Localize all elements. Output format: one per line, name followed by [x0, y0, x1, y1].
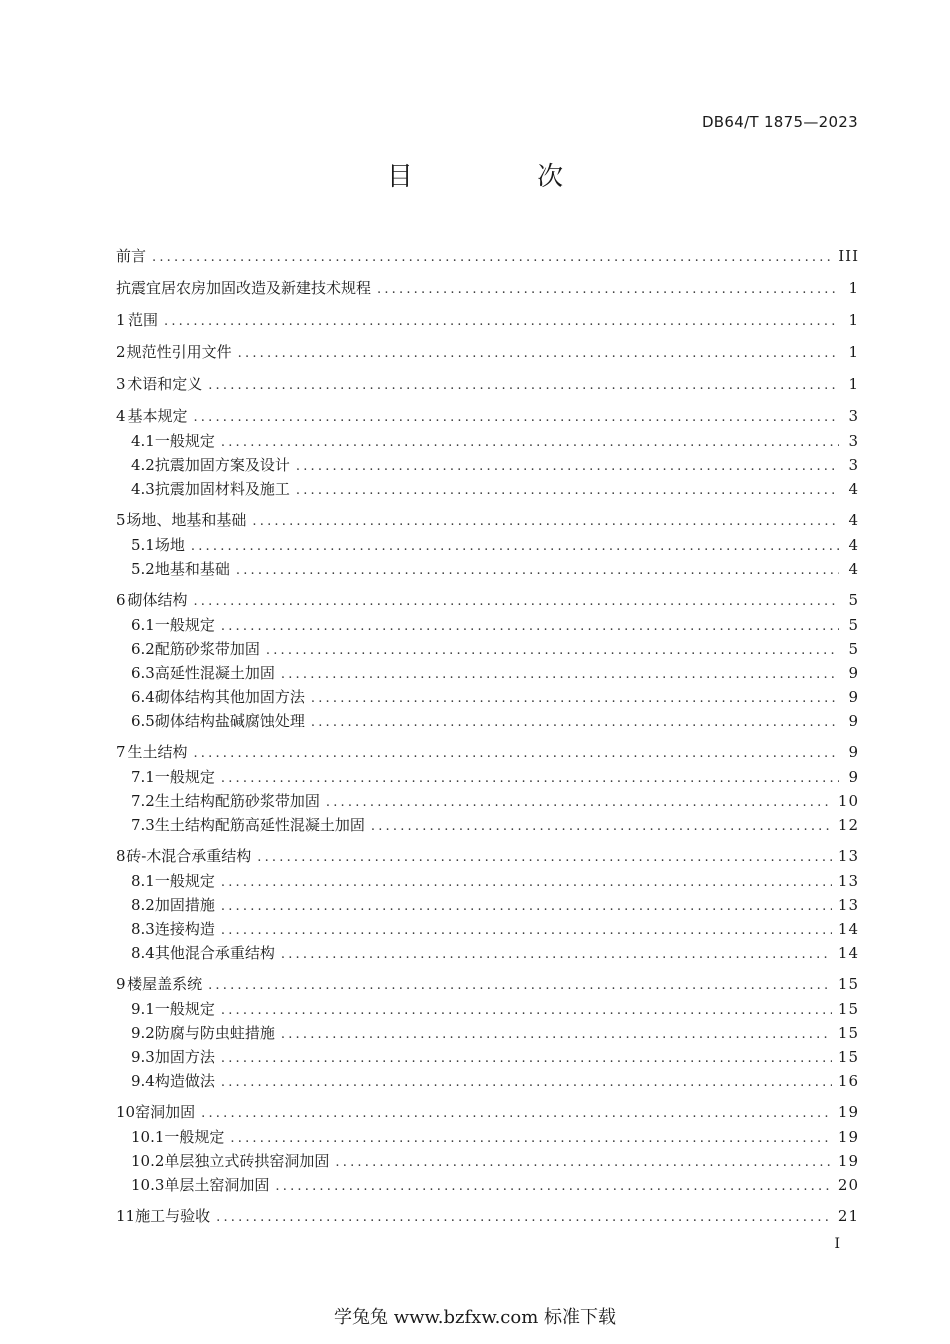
toc-number: 10	[116, 1103, 136, 1121]
toc-leader	[216, 1207, 832, 1229]
toc-label: 单层土窑洞加固	[164, 1176, 270, 1194]
toc-page: 4	[848, 536, 859, 554]
toc-number: 11	[116, 1207, 136, 1225]
toc-entry-foreword[interactable]	[116, 245, 859, 267]
toc-page: 3	[848, 456, 859, 474]
toc-label: 一般规定	[164, 1128, 225, 1146]
toc-number: 5.2	[131, 560, 155, 578]
toc-leader	[201, 1103, 832, 1125]
toc-page: 15	[837, 1024, 859, 1042]
toc-label: 生土结构配筋高延性混凝土加固	[154, 816, 365, 834]
toc-leader	[371, 816, 832, 838]
toc-leader	[281, 944, 832, 966]
toc-number: 10.1	[131, 1128, 165, 1146]
toc-leader	[221, 616, 839, 638]
toc-number: 6.3	[131, 664, 155, 682]
page-number: I	[834, 1236, 840, 1252]
toc-page: 3	[848, 432, 859, 450]
toc-number: 8.4	[131, 944, 155, 962]
toc-subentry[interactable]	[116, 1046, 859, 1068]
toc-label: 地基和基础	[154, 560, 230, 578]
toc-page: 9	[848, 664, 859, 682]
toc-number: 2	[116, 343, 126, 361]
toc-number: 9	[116, 975, 126, 993]
toc-subentry[interactable]	[116, 1070, 859, 1092]
toc-leader	[164, 311, 839, 333]
toc-number: 9.1	[131, 1000, 155, 1018]
toc-leader	[193, 591, 839, 613]
toc-number: 4.2	[131, 456, 155, 474]
toc-number: 6.4	[131, 688, 155, 706]
toc-leader	[221, 1072, 832, 1094]
toc-subentry[interactable]	[116, 558, 859, 580]
toc-label: 一般规定	[154, 432, 215, 450]
toc-entry[interactable]	[116, 509, 859, 531]
toc-subentry[interactable]	[116, 686, 859, 708]
toc-entry[interactable]	[116, 1101, 859, 1123]
toc-page: 15	[837, 1048, 859, 1066]
toc-leader	[311, 712, 839, 734]
toc-number: 8.1	[131, 872, 155, 890]
toc-leader	[311, 688, 839, 710]
toc-subentry[interactable]	[116, 790, 859, 812]
toc-page: 1	[848, 279, 859, 297]
toc-page: 19	[837, 1152, 859, 1170]
toc-label: 基本规定	[127, 407, 188, 425]
toc-page: 13	[837, 847, 859, 865]
toc-entry[interactable]	[116, 373, 859, 395]
toc-subentry[interactable]	[116, 638, 859, 660]
toc-number: 9.3	[131, 1048, 155, 1066]
toc-number: 7.1	[131, 768, 155, 786]
toc-label: 连接构造	[154, 920, 215, 938]
toc-leader	[152, 247, 832, 269]
toc-label: 加固方法	[154, 1048, 215, 1066]
toc-page: 14	[837, 920, 859, 938]
toc-entry[interactable]	[116, 973, 859, 995]
toc-label: 楼屋盖系统	[127, 975, 203, 993]
toc-label: 规范性引用文件	[126, 343, 232, 361]
toc-label: 生土结构	[127, 743, 188, 761]
toc-subentry[interactable]	[116, 662, 859, 684]
toc-page: 4	[848, 560, 859, 578]
toc-page: 9	[848, 768, 859, 786]
toc-number: 6	[116, 591, 126, 609]
toc-label: 一般规定	[154, 616, 215, 634]
toc-leader	[221, 920, 832, 942]
toc-number: 4.1	[131, 432, 155, 450]
toc-page: 16	[837, 1072, 859, 1090]
toc-page: 19	[837, 1128, 859, 1146]
toc-number: 1	[116, 311, 126, 329]
toc-entry[interactable]	[116, 589, 859, 611]
toc-leader	[191, 536, 839, 558]
toc-page: 1	[848, 375, 859, 393]
toc-leader	[208, 375, 839, 397]
toc-leader	[257, 847, 832, 869]
toc-label: 场地、地基和基础	[126, 511, 247, 529]
toc-page: 4	[848, 511, 859, 529]
toc-number: 8	[116, 847, 126, 865]
toc-label: 一般规定	[154, 768, 215, 786]
toc-entry[interactable]	[116, 741, 859, 763]
toc-leader	[236, 560, 839, 582]
toc-label: 高延性混凝土加固	[154, 664, 275, 682]
toc-leader	[221, 432, 839, 454]
toc-subentry[interactable]	[116, 534, 859, 556]
toc-number: 10.2	[131, 1152, 165, 1170]
toc-page: 3	[848, 407, 859, 425]
toc-page: 5	[848, 640, 859, 658]
toc-number: 3	[116, 375, 126, 393]
toc-number: 8.3	[131, 920, 155, 938]
toc-leader	[193, 743, 839, 765]
toc-entry[interactable]	[116, 309, 859, 331]
toc-subentry[interactable]	[116, 998, 859, 1020]
footer-watermark: 学兔兔 www.bzfxw.com 标准下载	[333, 1307, 617, 1328]
page-title: 目 次	[386, 162, 622, 192]
toc-leader	[221, 896, 832, 918]
toc-page: 9	[848, 712, 859, 730]
toc-page: 9	[848, 743, 859, 761]
toc-page: 21	[837, 1207, 859, 1225]
toc-number: 7.3	[131, 816, 155, 834]
toc-subentry[interactable]	[116, 710, 859, 732]
toc-leader	[326, 792, 832, 814]
toc-leader	[335, 1152, 831, 1174]
toc-label: 范围	[127, 311, 158, 329]
toc-subentry[interactable]	[116, 918, 859, 940]
toc-label: 抗震加固材料及施工	[154, 480, 290, 498]
toc-page: 20	[837, 1176, 859, 1194]
toc-number: 6.1	[131, 616, 155, 634]
toc-subentry[interactable]	[116, 1022, 859, 1044]
toc-label: 单层独立式砖拱窑洞加固	[164, 1152, 330, 1170]
toc-page: 15	[837, 975, 859, 993]
toc-label: 一般规定	[154, 1000, 215, 1018]
toc-subentry[interactable]	[116, 1126, 859, 1148]
toc-label: 抗震宜居农房加固改造及新建技术规程	[116, 279, 372, 297]
toc-page: 5	[848, 591, 859, 609]
toc-number: 6.5	[131, 712, 155, 730]
toc-page: 9	[848, 688, 859, 706]
toc-leader	[221, 1048, 832, 1070]
toc-page: 4	[848, 480, 859, 498]
toc-number: 5	[116, 511, 126, 529]
toc-number: 4	[116, 407, 126, 425]
toc-label: 场地	[154, 536, 185, 554]
toc-page: 5	[848, 616, 859, 634]
toc-label: 防腐与防虫蛀措施	[154, 1024, 275, 1042]
toc-leader	[296, 480, 839, 502]
toc-label: 砌体结构盐碱腐蚀处理	[154, 712, 305, 730]
toc-label: 前言	[116, 247, 147, 265]
toc-label: 构造做法	[154, 1072, 215, 1090]
toc-page: 15	[837, 1000, 859, 1018]
toc-number: 4.3	[131, 480, 155, 498]
toc-number: 9.2	[131, 1024, 155, 1042]
toc-subentry[interactable]	[116, 814, 859, 836]
toc-label: 窑洞加固	[135, 1103, 196, 1121]
toc-leader	[221, 768, 839, 790]
toc-subentry[interactable]	[116, 1174, 859, 1196]
toc-entry[interactable]	[116, 341, 859, 363]
toc-number: 10.3	[131, 1176, 165, 1194]
toc-page: 13	[837, 896, 859, 914]
toc-label: 砌体结构其他加固方法	[154, 688, 305, 706]
toc-label: 加固措施	[154, 896, 215, 914]
toc-label: 抗震加固方案及设计	[154, 456, 290, 474]
toc-page: 13	[837, 872, 859, 890]
toc-leader	[296, 456, 839, 478]
toc-page: 10	[837, 792, 859, 810]
toc-number: 5.1	[131, 536, 155, 554]
toc-leader	[230, 1128, 831, 1150]
toc-subentry[interactable]	[116, 942, 859, 964]
toc-label: 其他混合承重结构	[154, 944, 275, 962]
toc-label: 施工与验收	[135, 1207, 211, 1225]
toc-page: 1	[848, 343, 859, 361]
toc-label: 配筋砂浆带加固	[154, 640, 260, 658]
toc-leader	[193, 407, 839, 429]
toc-entry[interactable]	[116, 845, 859, 867]
toc-leader	[221, 1000, 832, 1022]
toc-subentry[interactable]	[116, 766, 859, 788]
toc-subentry[interactable]	[116, 870, 859, 892]
toc-label: 一般规定	[154, 872, 215, 890]
toc-leader	[377, 279, 839, 301]
toc-page: III	[838, 247, 859, 265]
toc-subentry[interactable]	[116, 478, 859, 500]
toc-number: 9.4	[131, 1072, 155, 1090]
toc-leader	[281, 1024, 832, 1046]
toc-number: 7	[116, 743, 126, 761]
toc-leader	[221, 872, 832, 894]
toc-leader	[208, 975, 832, 997]
toc-page: 14	[837, 944, 859, 962]
toc-leader	[266, 640, 839, 662]
toc-page: 19	[837, 1103, 859, 1121]
toc-leader	[238, 343, 839, 365]
toc-leader	[252, 511, 839, 533]
toc-subentry[interactable]	[116, 454, 859, 476]
toc-entry[interactable]	[116, 405, 859, 427]
standard-code: DB64/T 1875—2023	[701, 113, 858, 131]
toc-page: 1	[848, 311, 859, 329]
toc-number: 7.2	[131, 792, 155, 810]
toc-page: 12	[837, 816, 859, 834]
toc-leader	[275, 1176, 831, 1198]
toc-label: 生土结构配筋砂浆带加固	[154, 792, 320, 810]
toc-entry-main[interactable]	[116, 277, 859, 299]
toc-subentry[interactable]	[116, 430, 859, 452]
toc-subentry[interactable]	[116, 614, 859, 636]
toc-label: 砖-木混合承重结构	[126, 847, 252, 865]
toc-subentry[interactable]	[116, 1150, 859, 1172]
toc-number: 6.2	[131, 640, 155, 658]
toc-label: 砌体结构	[127, 591, 188, 609]
toc-entry[interactable]	[116, 1205, 859, 1227]
toc-number: 8.2	[131, 896, 155, 914]
toc-leader	[281, 664, 839, 686]
toc-subentry[interactable]	[116, 894, 859, 916]
toc-label: 术语和定义	[127, 375, 203, 393]
